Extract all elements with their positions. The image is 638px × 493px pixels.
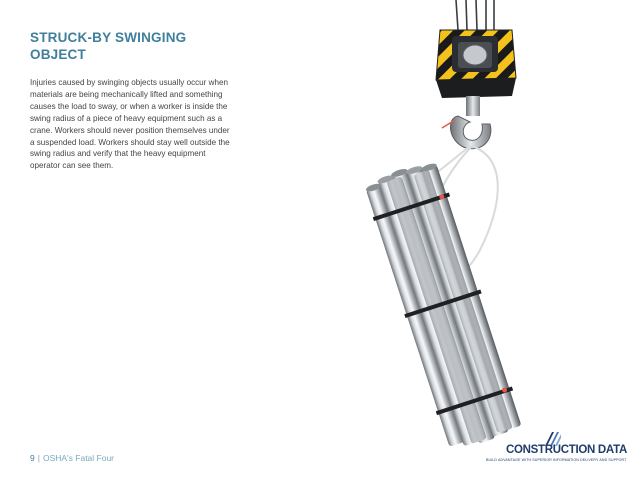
logo-name: CONSTRUCTION DATA xyxy=(506,444,627,456)
page-footer xyxy=(30,453,114,463)
footer-separator: | xyxy=(37,453,40,463)
body-paragraph: Injuries caused by swinging objects usually occur when materials are being mechanically lifted and something causes the load to sway, or when a worker is inside the swing radius of a piece of heavy equipment such as a crane. Workers should never position themselves under a suspended load. Workers should stay well outside the swing radius and verify that the heavy equipment operator can see them. xyxy=(30,78,230,171)
section-heading: STRUCK-BY SWINGING OBJECT xyxy=(30,30,187,62)
text-column xyxy=(30,29,230,180)
crane-cables xyxy=(456,0,494,30)
pipe-bundle xyxy=(361,157,525,453)
hook-block xyxy=(436,30,516,98)
page-number: 9 xyxy=(30,453,35,463)
construction-data-logo xyxy=(486,430,627,464)
logo-tagline: BUILD ADVANTAGE WITH SUPERIOR INFORMATION DELIVERY AND SUPPORT xyxy=(486,458,627,462)
hook xyxy=(442,96,491,149)
document-title: OSHA's Fatal Four xyxy=(42,453,115,463)
crane-hook-pipe-illustration xyxy=(280,0,638,493)
